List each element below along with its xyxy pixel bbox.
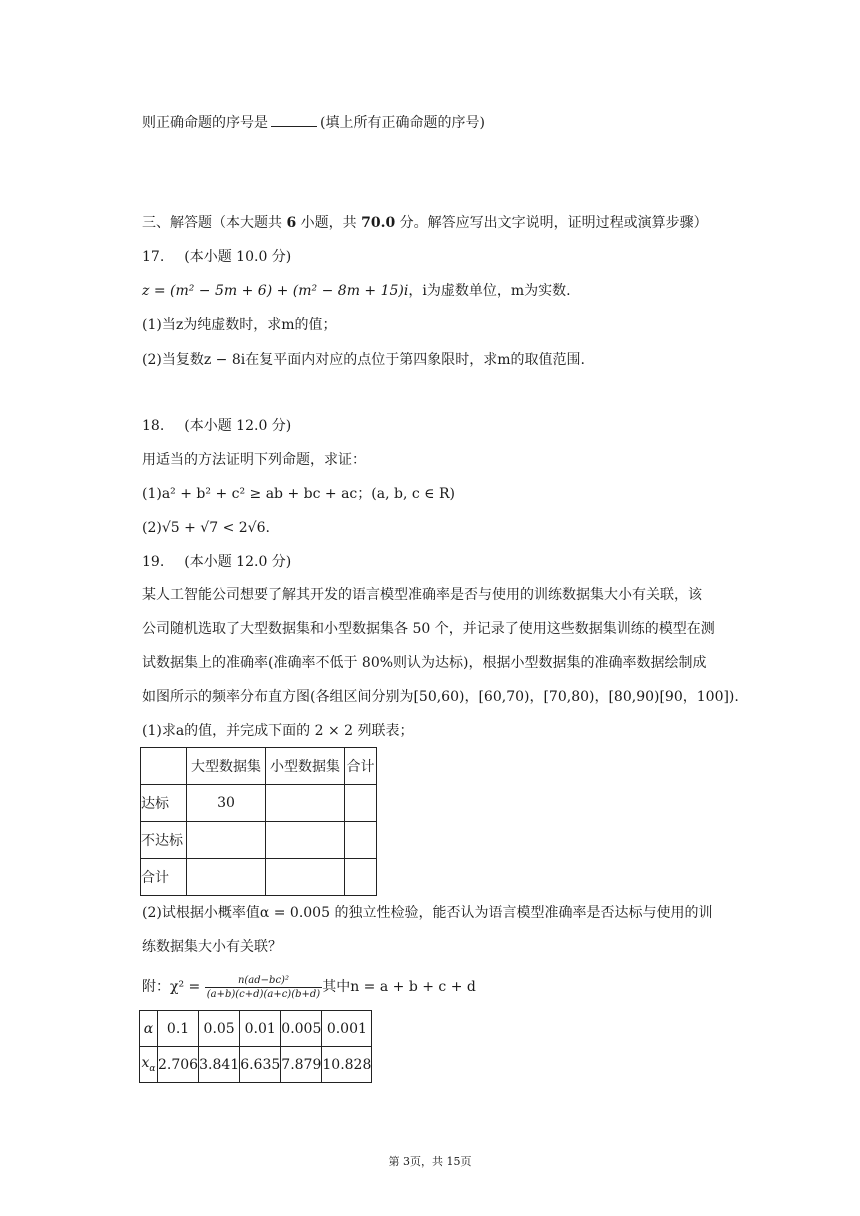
- section-3-count: 6: [286, 215, 297, 231]
- table-cell: [266, 785, 345, 822]
- q16-answer-line: [142, 112, 485, 133]
- table-cell: [187, 859, 266, 896]
- page-footer: 第 3页，共 15页: [388, 1155, 472, 1168]
- q19-para2: 公司随机选取了大型数据集和小型数据集各 50 个，并记录了使用这些数据集训练的模型在测: [142, 621, 715, 637]
- q18-part2: (2)√5 + √7 < 2√6.: [142, 520, 270, 536]
- section-3-lead: 三、解答题（本大题共: [142, 215, 287, 231]
- table-header-row: [141, 748, 377, 785]
- appendix-tail: 其中n = a + b + c + d: [322, 979, 476, 995]
- table-cell: [345, 859, 377, 896]
- chi-square-formula: [142, 969, 476, 1005]
- q17-header: [142, 247, 291, 267]
- table-cell: [266, 859, 345, 896]
- q19-part2a: (2)试根据小概率值α = 0.005 的独立性检验，能否认为语言模型准确率是否达标与使用的训: [142, 905, 713, 921]
- table-cell: 0.1: [158, 1011, 199, 1047]
- table-row: [141, 822, 377, 859]
- q19-header: [142, 552, 291, 572]
- q19-part1: (1)求a的值，并完成下面的 2 × 2 列联表；: [142, 723, 414, 739]
- answer-blank: [271, 112, 317, 127]
- table-cell: 6.635: [240, 1047, 281, 1083]
- table-cell: [141, 748, 187, 785]
- x-label: [140, 1047, 158, 1083]
- table-header-cell: 合计: [345, 748, 377, 785]
- contingency-table: [140, 747, 377, 896]
- table-cell: 3.841: [199, 1047, 240, 1083]
- table-row-label: 不达标: [141, 822, 187, 859]
- critical-value-table: [139, 1010, 372, 1083]
- table-cell: 0.005: [281, 1011, 322, 1047]
- table-row: [141, 785, 377, 822]
- q19-score: (本小题 12.0 分): [184, 554, 292, 570]
- section-3-tail: 分。解答应写出文字说明，证明过程或演算步骤）: [395, 215, 708, 231]
- alpha-row: [140, 1011, 372, 1047]
- q17-formula: z = (m² − 5m + 6) + (m² − 8m + 15)i: [142, 283, 409, 299]
- chi-square-fraction: [205, 974, 322, 1001]
- section-3-score: 70.0: [361, 215, 396, 231]
- q18-score: (本小题 12.0 分): [184, 418, 292, 434]
- q19-para3: 试数据集上的准确率(准确率不低于 80%则认为达标)，根据小型数据集的准确率数据绘制成: [142, 655, 707, 671]
- table-header-cell: 小型数据集: [266, 748, 345, 785]
- q18-header: [142, 416, 291, 436]
- q18-number: 18.: [142, 418, 165, 434]
- x-subscript: α: [149, 1063, 156, 1074]
- q18-part1: (1)a² + b² + c² ≥ ab + bc + ac；(a, b, c ∈ R): [142, 486, 455, 502]
- section-3-heading: [142, 213, 708, 233]
- q18-intro: 用适当的方法证明下列命题，求证：: [142, 452, 366, 468]
- q17-number: 17.: [142, 249, 165, 265]
- table-cell: 0.05: [199, 1011, 240, 1047]
- table-cell: 7.879: [281, 1047, 322, 1083]
- x-row: [140, 1047, 372, 1083]
- alpha-label: α: [140, 1011, 158, 1047]
- q19-number: 19.: [142, 554, 165, 570]
- table-header-cell: 大型数据集: [187, 748, 266, 785]
- table-cell: 10.828: [322, 1047, 372, 1083]
- q16-prefix: 则正确命题的序号是: [142, 115, 268, 131]
- fraction-numerator: n(ad−bc)²: [205, 974, 322, 988]
- table-cell: 30: [187, 785, 266, 822]
- q16-suffix: (填上所有正确命题的序号): [320, 115, 485, 131]
- appendix-label: 附：χ² =: [142, 979, 205, 995]
- table-cell: 0.001: [322, 1011, 372, 1047]
- q17-score: (本小题 10.0 分): [184, 249, 292, 265]
- q17-formula-tail: ，i为虚数单位，m为实数.: [408, 283, 571, 299]
- table-row-label: 合计: [141, 859, 187, 896]
- table-cell: [266, 822, 345, 859]
- q19-para1: 某人工智能公司想要了解其开发的语言模型准确率是否与使用的训练数据集大小有关联，该: [142, 587, 702, 603]
- fraction-denominator: (a+b)(c+d)(a+c)(b+d): [206, 988, 321, 1000]
- table-cell: [345, 822, 377, 859]
- section-3-mid: 小题，共: [296, 215, 362, 231]
- table-cell: 2.706: [158, 1047, 199, 1083]
- table-row: [141, 859, 377, 896]
- table-cell: [345, 785, 377, 822]
- q19-para4: 如图所示的频率分布直方图(各组区间分别为[50,60)，[60,70)，[70,80)，[80,90)[90，100]).: [142, 689, 739, 705]
- table-row-label: 达标: [141, 785, 187, 822]
- table-cell: [187, 822, 266, 859]
- q17-formula-line: [142, 281, 571, 301]
- q17-part2: (2)当复数z − 8i在复平面内对应的点位于第四象限时，求m的取值范围.: [142, 352, 585, 368]
- table-cell: 0.01: [240, 1011, 281, 1047]
- x-symbol: x: [141, 1055, 150, 1072]
- q19-part2b: 练数据集大小有关联？: [142, 939, 282, 955]
- q17-part1: (1)当z为纯虚数时，求m的值；: [142, 317, 337, 333]
